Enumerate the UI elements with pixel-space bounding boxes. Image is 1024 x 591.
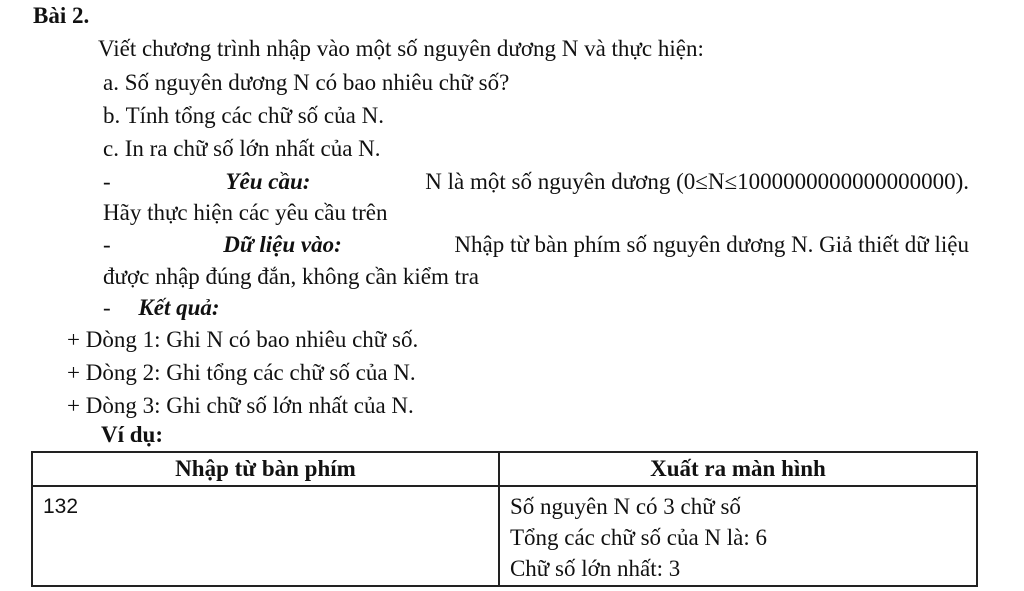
- input-spec-continuation: được nhập đúng đắn, không cần kiểm tra: [103, 264, 479, 289]
- output-line-3: + Dòng 3: Ghi chữ số lớn nhất của N.: [67, 393, 414, 418]
- requirement-dash: -: [103, 169, 111, 194]
- header-input: Nhập từ bàn phím: [32, 452, 499, 486]
- input-spec-text: Nhập từ bàn phím số nguyên dương N. Giả thiết dữ liệu: [454, 232, 969, 257]
- exercise-heading: Bài 2.: [33, 3, 90, 28]
- input-spec-row: [103, 230, 969, 260]
- table-header-row: [32, 452, 977, 486]
- example-output-line-3: Chữ số lớn nhất: 3: [509, 556, 681, 581]
- example-table: [31, 451, 978, 587]
- requirement-label: Yêu cầu:: [225, 169, 311, 194]
- input-spec-label: Dữ liệu vào:: [223, 232, 342, 257]
- example-label: Ví dụ:: [101, 422, 163, 447]
- task-a: a. Số nguyên dương N có bao nhiêu chữ số?: [103, 70, 510, 95]
- example-output-line-1: Số nguyên N có 3 chữ số: [509, 494, 741, 519]
- task-c: c. In ra chữ số lớn nhất của N.: [103, 136, 381, 161]
- output-line-1: + Dòng 1: Ghi N có bao nhiêu chữ số.: [67, 327, 419, 352]
- example-input-cell: 132: [32, 486, 499, 586]
- example-output-cell: [499, 486, 977, 586]
- table-row: [32, 486, 977, 586]
- output-spec-label: Kết quả:: [138, 295, 220, 320]
- output-spec-row: [103, 293, 220, 323]
- task-b: b. Tính tổng các chữ số của N.: [103, 103, 384, 128]
- output-line-2: + Dòng 2: Ghi tổng các chữ số của N.: [67, 360, 416, 385]
- requirement-continuation: Hãy thực hiện các yêu cầu trên: [103, 200, 388, 225]
- input-spec-dash: -: [103, 232, 111, 257]
- example-output-line-2: Tổng các chữ số của N là: 6: [509, 525, 768, 550]
- header-output: Xuất ra màn hình: [499, 452, 977, 486]
- requirement-text: N là một số nguyên dương (0≤N≤1000000000000000000).: [425, 169, 969, 194]
- output-spec-dash: -: [103, 295, 111, 320]
- intro-text: Viết chương trình nhập vào một số nguyên dương N và thực hiện:: [98, 36, 704, 61]
- requirement-row: [103, 167, 969, 197]
